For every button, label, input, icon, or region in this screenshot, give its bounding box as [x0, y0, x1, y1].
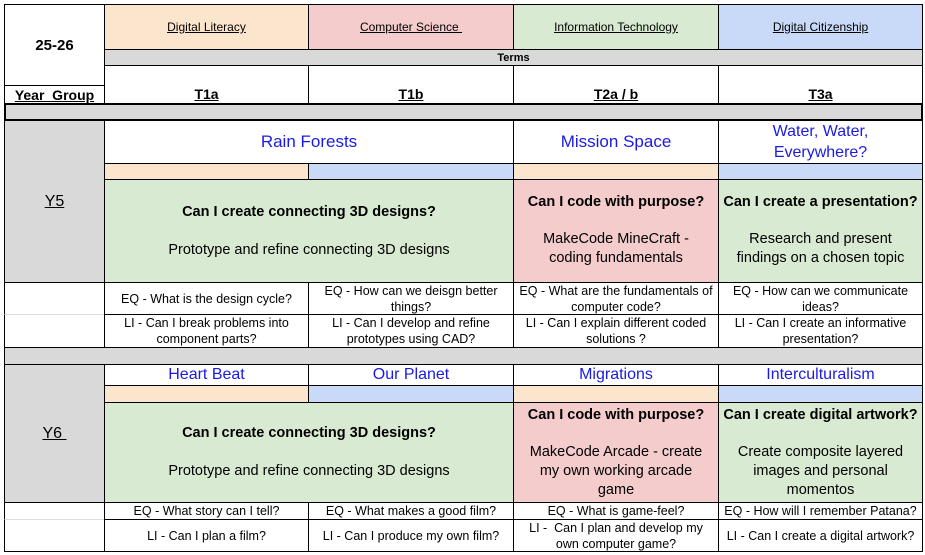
y6-theme-heart-beat: Heart Beat [104, 364, 309, 386]
strand-computer-science: Computer Science [308, 4, 514, 50]
y6-eq-blank [4, 502, 105, 520]
y6-unit-3d-desc: Prototype and refine connecting 3D designs [168, 463, 450, 479]
y6-unit-code-desc: MakeCode Arcade - create my own working arcade game [529, 444, 703, 498]
y5-eq-1: EQ - What is the design cycle? [104, 282, 309, 315]
terms-header: Terms [104, 49, 923, 66]
y6-color-bar-3 [513, 385, 719, 403]
y5-unit-presentation-desc: Research and present findings on a chosen topic [736, 231, 905, 266]
separator-row-2 [4, 347, 923, 365]
year-cell [4, 4, 105, 86]
y6-li-2: LI - Can I produce my own film? [308, 519, 514, 552]
year-label: 25-26 [35, 36, 74, 54]
y5-unit-presentation [718, 179, 923, 283]
y5-theme-rain-forests: Rain Forests [104, 120, 514, 164]
term-t1a: T1a [104, 65, 309, 104]
y5-eq-2: EQ - How can we deisgn better things? [308, 282, 514, 315]
term-t2ab: T2a / b [513, 65, 719, 104]
y6-unit-3d-designs [104, 402, 514, 503]
y5-li-blank [4, 314, 105, 348]
term-t1b: T1b [308, 65, 514, 104]
y6-eq-3: EQ - What is game-feel? [513, 502, 719, 520]
y6-unit-artwork [718, 402, 923, 503]
y6-eq-2: EQ - What makes a good film? [308, 502, 514, 520]
year-y5-cell [4, 120, 105, 283]
term-t3a: T3a [718, 65, 923, 104]
y5-li-3: LI - Can I explain different coded solutions ? [513, 314, 719, 348]
y6-color-bar-1 [104, 385, 309, 403]
y6-li-1: LI - Can I plan a film? [104, 519, 309, 552]
strand-digital-citizenship: Digital Citizenship [718, 4, 923, 50]
y5-color-bar-dc [308, 163, 514, 180]
year-group-cell [4, 85, 105, 104]
y6-theme-interculturalism: Interculturalism [718, 364, 923, 386]
y5-li-1: LI - Can I break problems into component parts? [104, 314, 309, 348]
y5-eq-3: EQ - What are the fundamentals of computer code? [513, 282, 719, 315]
y6-theme-our-planet: Our Planet [308, 364, 514, 386]
y6-unit-artwork-question: Can I create digital artwork? [723, 407, 918, 423]
y5-color-bar-it [513, 163, 719, 180]
y5-unit-code-question: Can I code with purpose? [527, 194, 705, 210]
y5-eq-blank [4, 282, 105, 315]
y6-li-4: LI - Can I create a digital artwork? [718, 519, 923, 552]
strand-digital-literacy: Digital Literacy [104, 4, 309, 50]
y6-unit-artwork-desc: Create composite layered images and personal momentos [737, 444, 904, 498]
y5-color-bar-dc2 [718, 163, 923, 180]
y5-eq-4: EQ - How can we communicate ideas? [718, 282, 923, 315]
y5-unit-code [513, 179, 719, 283]
y6-color-bar-2 [308, 385, 514, 403]
y5-unit-code-desc: MakeCode MineCraft - coding fundamentals [543, 231, 689, 266]
y5-unit-3d-question: Can I create connecting 3D designs? [182, 203, 436, 220]
y6-color-bar-4 [718, 385, 923, 403]
y5-li-4: LI - Can I create an informative presentation? [718, 314, 923, 348]
year-y6-cell [4, 364, 105, 503]
year-y5-label: Y5 [44, 192, 65, 210]
y5-unit-3d-designs [104, 179, 514, 283]
y6-li-blank [4, 519, 105, 552]
year-y6-label: Y6 [42, 424, 67, 442]
y6-unit-3d-question: Can I create connecting 3D designs? [182, 425, 436, 441]
y5-li-2: LI - Can I develop and refine prototypes using CAD? [308, 314, 514, 348]
year-group-label: Year Group [14, 86, 95, 103]
y5-color-bar-dl [104, 163, 309, 180]
y6-theme-migrations: Migrations [513, 364, 719, 386]
y6-unit-code-question: Can I code with purpose? [527, 407, 705, 423]
y6-eq-4: EQ - How will I remember Patana? [718, 502, 923, 520]
y5-unit-3d-desc: Prototype and refine connecting 3D designs [168, 241, 450, 258]
y5-theme-water: Water, Water, Everywhere? [718, 120, 923, 164]
y6-unit-code [513, 402, 719, 503]
y6-li-3: LI - Can I plan and develop my own computer game? [513, 519, 719, 552]
y5-unit-presentation-question: Can I create a presentation? [723, 194, 918, 210]
y6-eq-1: EQ - What story can I tell? [104, 502, 309, 520]
y5-theme-mission-space: Mission Space [513, 120, 719, 164]
strand-information-technology: Information Technology [513, 4, 719, 50]
separator-row [4, 103, 923, 121]
